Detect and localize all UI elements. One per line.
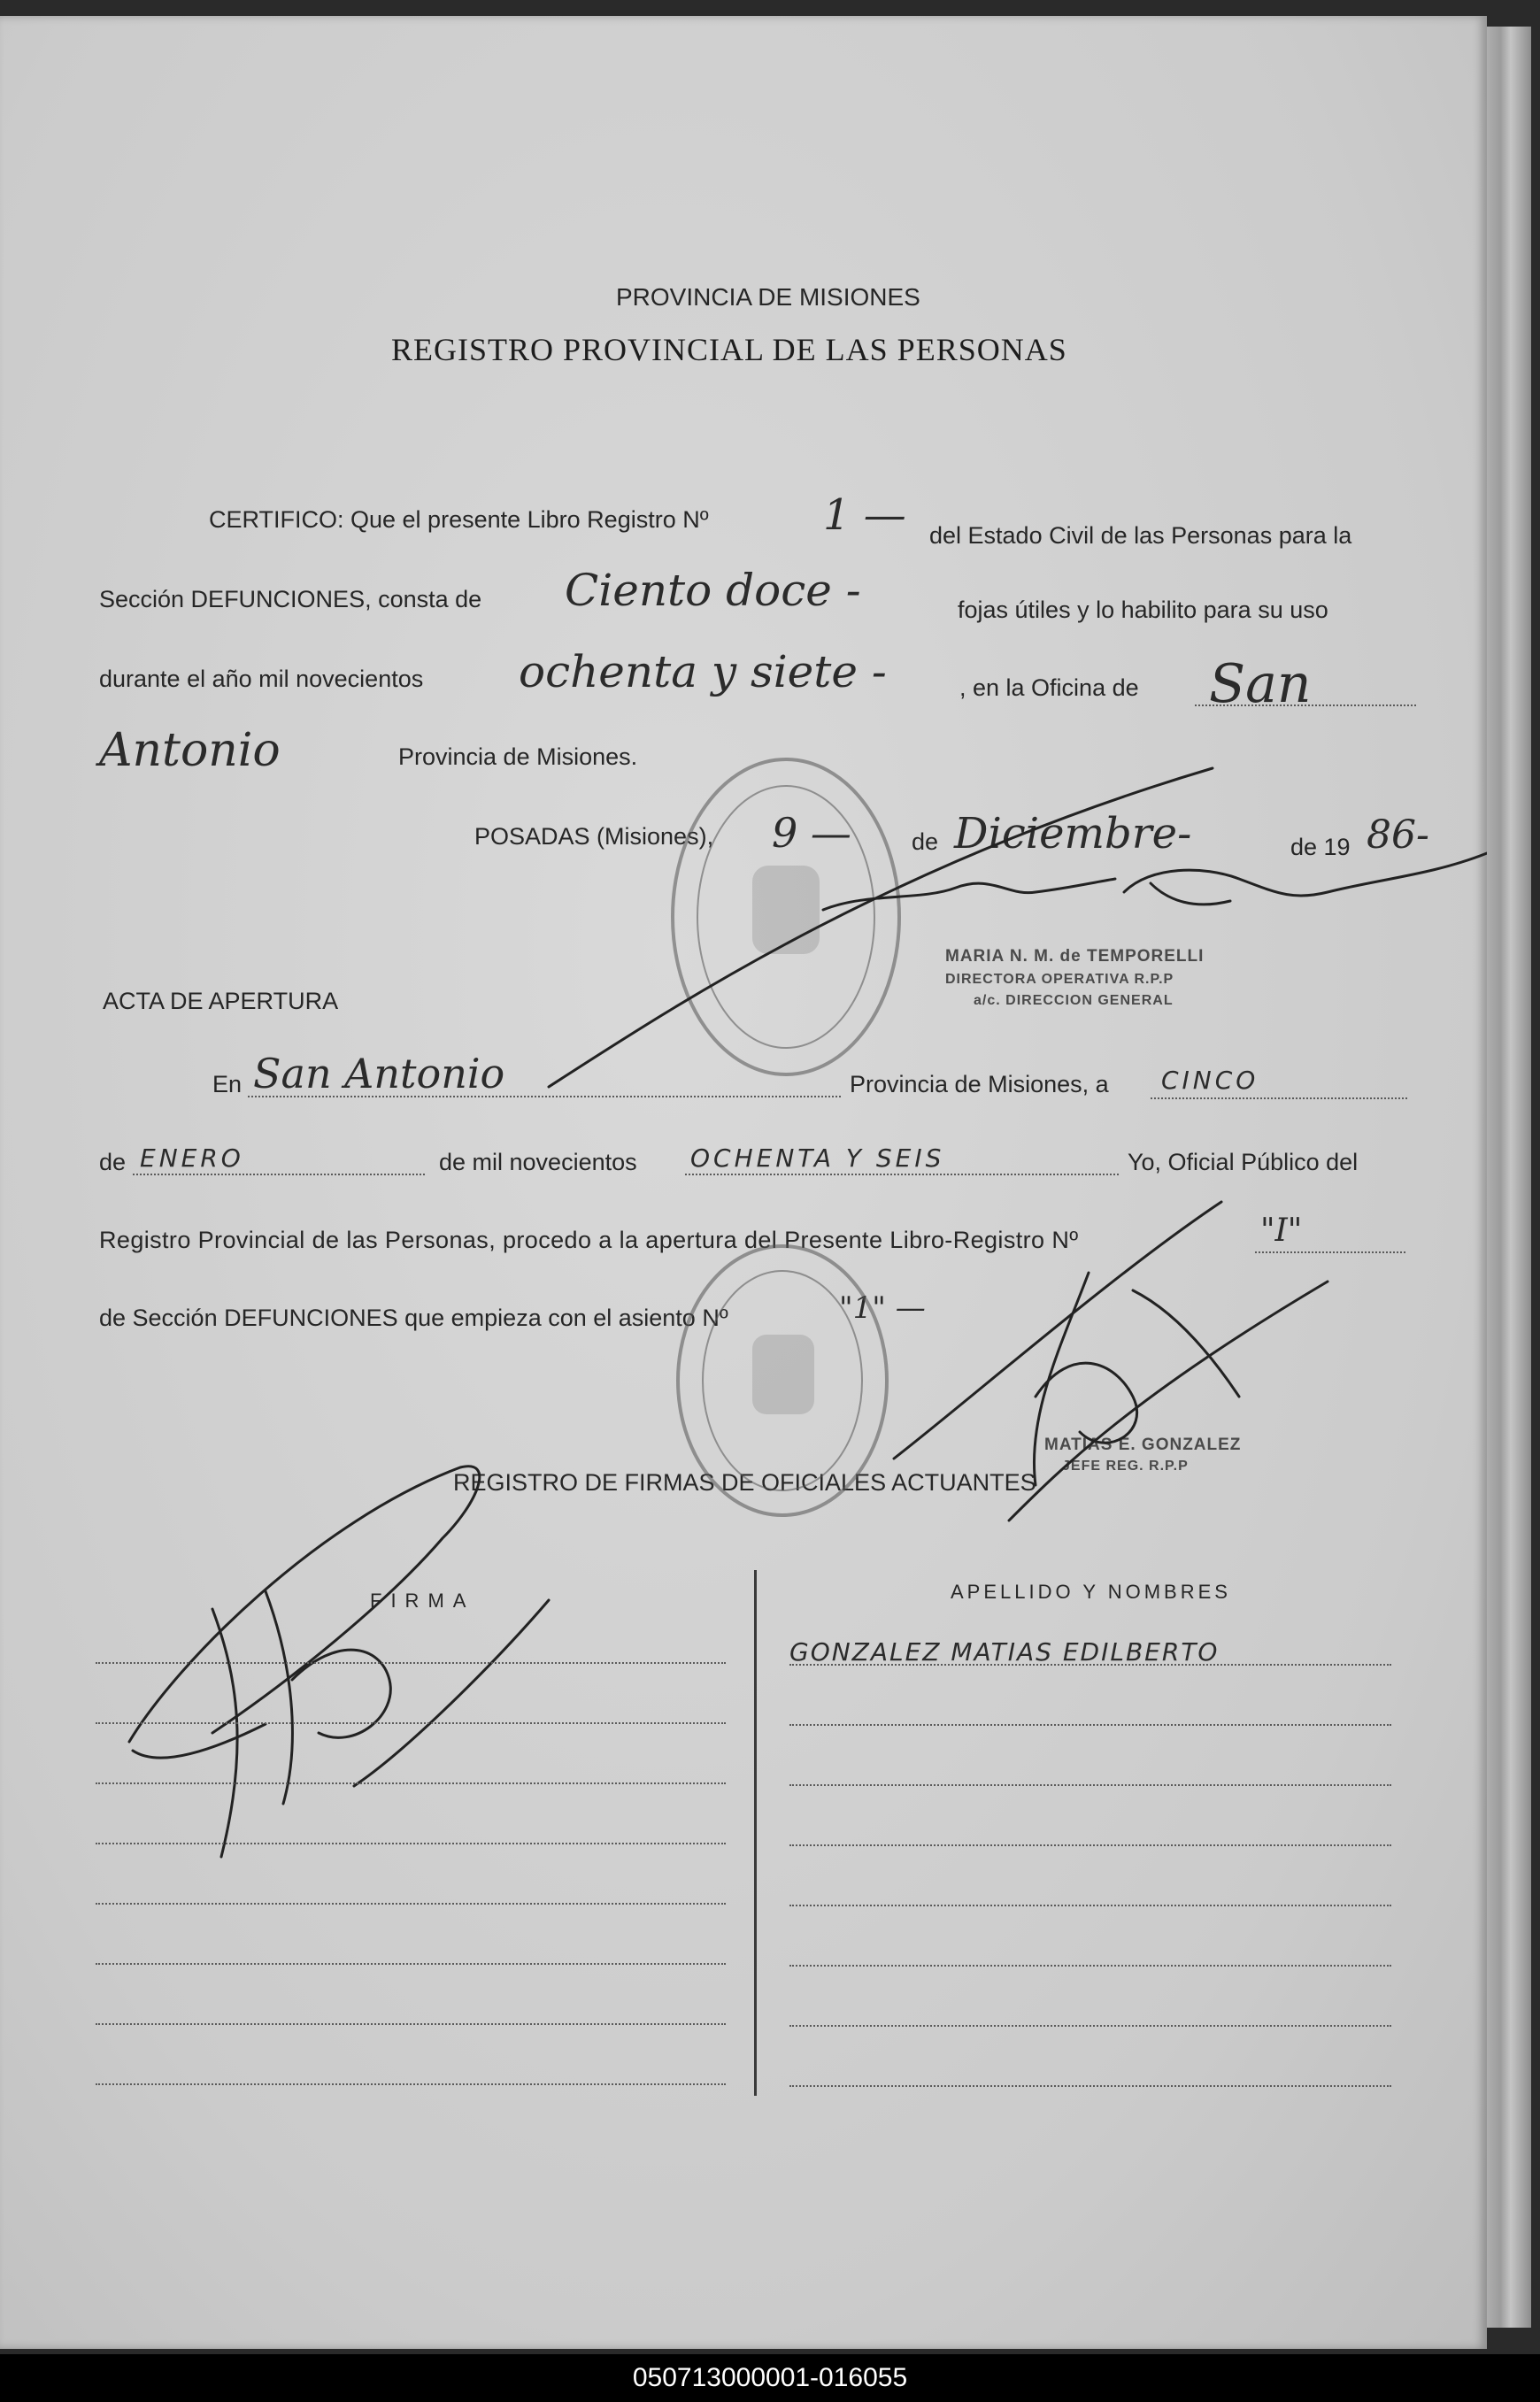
document-page xyxy=(0,16,1487,2349)
acta-provincia-text: Provincia de Misiones, a xyxy=(850,1071,1109,1097)
firma-column-header: FIRMA xyxy=(370,1590,475,1612)
signature-entry-name: GONZALEZ MATIAS EDILBERTO xyxy=(789,1637,1220,1667)
signatures-title: REGISTRO DE FIRMAS DE OFICIALES ACTUANTES xyxy=(453,1469,1036,1496)
firma-ruled-line xyxy=(96,1843,726,1844)
acta-asiento-handwritten: "1" — xyxy=(839,1290,926,1326)
firma-ruled-line xyxy=(96,1963,726,1965)
month-handwritten: Diciembre- xyxy=(954,809,1192,858)
acta-mil-novecientos-text: de mil novecientos xyxy=(439,1149,637,1175)
acta-libro-handwritten: "I" xyxy=(1260,1213,1303,1249)
official-name-stamp: MATIAS E. GONZALEZ xyxy=(1044,1436,1242,1454)
official-seal-upper xyxy=(673,759,899,1074)
acta-anio-handwritten: OCHENTA Y SEIS xyxy=(690,1143,945,1173)
signatory-office-stamp: a/c. DIRECCION GENERAL xyxy=(974,993,1174,1008)
de-text: de xyxy=(912,828,939,855)
libro-number-handwritten: 1 — xyxy=(823,490,906,540)
signatory-name-stamp: MARIA N. M. de TEMPORELLI xyxy=(945,947,1205,966)
official-signature xyxy=(894,1202,1328,1520)
stamps-and-signatures xyxy=(0,16,1487,2349)
nombres-ruled-line xyxy=(789,1905,1391,1906)
nombres-ruled-line xyxy=(789,2025,1391,2027)
oficina-handwritten-1: San xyxy=(1209,653,1312,715)
oficina-text: , en la Oficina de xyxy=(959,674,1139,701)
province-heading: PROVINCIA DE MISIONES xyxy=(616,283,920,311)
fojas-handwritten: Ciento doce - xyxy=(565,565,861,616)
firma-ruled-line xyxy=(96,1903,726,1905)
firma-ruled-line xyxy=(96,1662,726,1664)
estado-civil-text: del Estado Civil de las Personas para la xyxy=(929,522,1352,549)
nombres-ruled-line xyxy=(789,1844,1391,1846)
acta-seccion-line: de Sección DEFUNCIONES que empieza con el asiento Nº xyxy=(99,1305,728,1331)
acta-dia-handwritten: CINCO xyxy=(1161,1066,1259,1095)
nombres-ruled-line xyxy=(789,1664,1391,1666)
acta-oficial-text: Yo, Oficial Público del xyxy=(1128,1149,1359,1175)
acta-mes-handwritten: ENERO xyxy=(140,1143,244,1173)
registry-heading: REGISTRO PROVINCIAL DE LAS PERSONAS xyxy=(391,332,1067,367)
posadas-text: POSADAS (Misiones), xyxy=(474,823,714,850)
year-suffix-handwritten: 86- xyxy=(1367,812,1429,858)
firma-ruled-line xyxy=(96,2083,726,2085)
certifico-text: CERTIFICO: Que el presente Libro Registro Nº xyxy=(209,506,709,533)
official-title-stamp: JEFE REG. R.P.P xyxy=(1062,1459,1189,1474)
official-seal-lower xyxy=(678,1246,887,1515)
acta-lugar-handwritten: San Antonio xyxy=(253,1050,505,1097)
document-id-footer: 050713000001-016055 xyxy=(0,2354,1540,2402)
day-handwritten: 9 — xyxy=(772,809,851,857)
acta-title: ACTA DE APERTURA xyxy=(103,988,339,1014)
nombres-column-header: APELLIDO Y NOMBRES xyxy=(951,1581,1231,1603)
acta-registro-line: Registro Provincial de las Personas, procedo a la apertura del Presente Libro-Registro Nº xyxy=(99,1227,1079,1253)
acta-en: En xyxy=(212,1071,243,1097)
firma-ruled-line xyxy=(96,2023,726,2025)
de-19-text: de 19 xyxy=(1290,834,1351,860)
firma-ruled-line xyxy=(96,1722,726,1724)
oficina-handwritten-2: Antonio xyxy=(99,724,281,777)
nombres-ruled-line xyxy=(789,1965,1391,1967)
nombres-ruled-line xyxy=(789,1724,1391,1726)
nombres-ruled-line xyxy=(789,2085,1391,2087)
nombres-ruled-line xyxy=(789,1784,1391,1786)
seccion-text: Sección DEFUNCIONES, consta de xyxy=(99,586,482,612)
book-page-edge xyxy=(1480,27,1531,2328)
durante-text: durante el año mil novecientos xyxy=(99,666,424,692)
signatory-title-stamp: DIRECTORA OPERATIVA R.P.P xyxy=(945,972,1174,987)
provincia-text: Provincia de Misiones. xyxy=(398,743,638,770)
acta-de-text: de xyxy=(99,1149,127,1175)
fojas-utiles-text: fojas útiles y lo habilito para su uso xyxy=(958,597,1328,623)
year-handwritten: ochenta y siete - xyxy=(519,646,887,697)
firma-ruled-line xyxy=(96,1782,726,1784)
director-signature xyxy=(549,768,1487,1087)
